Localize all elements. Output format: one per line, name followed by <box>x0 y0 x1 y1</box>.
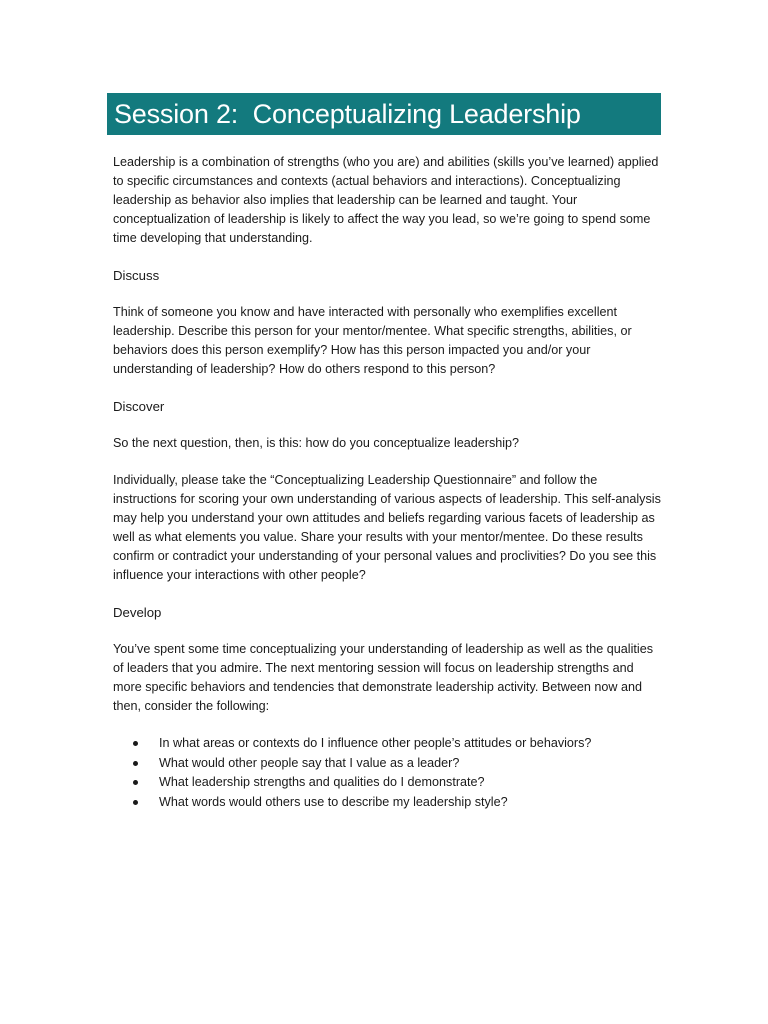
discover-paragraph: Individually, please take the “Conceptualizing Leadership Questionnaire” and follow the instructions for scoring your own understanding of various aspects of leadership. This self-analysis may help you understand your own attitudes and beliefs regarding various facets of leadership as well as what elements you value. Share your results with your mentor/mentee. Do these results confirm or contradict your understanding of your personal values and proclivities? Do you see this influence your interactions with other people? <box>113 473 661 582</box>
discuss-paragraph: Think of someone you know and have interacted with personally who exemplifies excellent leadership. Describe this person for your mentor/mentee. What specific strengths, abilities, or behaviors does this person exemplify? How has this person impacted you and/or your understanding of leadership? How do others respond to this person? <box>113 305 632 376</box>
bullet-icon <box>133 800 138 805</box>
page-title: Session 2: Conceptualizing Leadership <box>114 98 581 129</box>
list-item-text: What leadership strengths and qualities do I demonstrate? <box>159 775 485 790</box>
reflection-bullet-list <box>113 734 661 813</box>
document-body <box>113 153 661 813</box>
bullet-icon <box>133 741 138 746</box>
intro-paragraph: Leadership is a combination of strengths (who you are) and abilities (skills you’ve learned) applied to specific circumstances and contexts (actual behaviors and interactions). Conceptualizing leadership as behavior also implies that leadership can be learned and taught. Your conceptualization of leadership is likely to affect the way you lead, so we’re going to spend some time developing that understanding. <box>113 155 659 245</box>
discuss-heading: Discuss <box>113 268 160 283</box>
list-item <box>113 734 661 754</box>
list-item-text: In what areas or contexts do I influence other people’s attitudes or behaviors? <box>159 736 592 750</box>
bullet-icon <box>133 761 138 766</box>
develop-heading: Develop <box>113 605 162 620</box>
list-item <box>113 793 661 813</box>
discover-heading: Discover <box>113 399 165 414</box>
list-item <box>113 754 661 774</box>
discover-question: So the next question, then, is this: how do you conceptualize leadership? <box>113 436 520 450</box>
develop-paragraph: You’ve spent some time conceptualizing your understanding of leadership as well as the qualities of leaders that you admire. The next mentoring session will focus on leadership strengths and more specific behaviors and tendencies that demonstrate leadership activity. Between now and then, consider the following: <box>113 642 653 713</box>
list-item-text: What words would others use to describe my leadership style? <box>159 795 508 810</box>
list-item-text: What would other people say that I value as a leader? <box>159 755 460 770</box>
title-banner <box>107 93 661 135</box>
list-item <box>113 773 661 793</box>
bullet-icon <box>133 780 138 785</box>
